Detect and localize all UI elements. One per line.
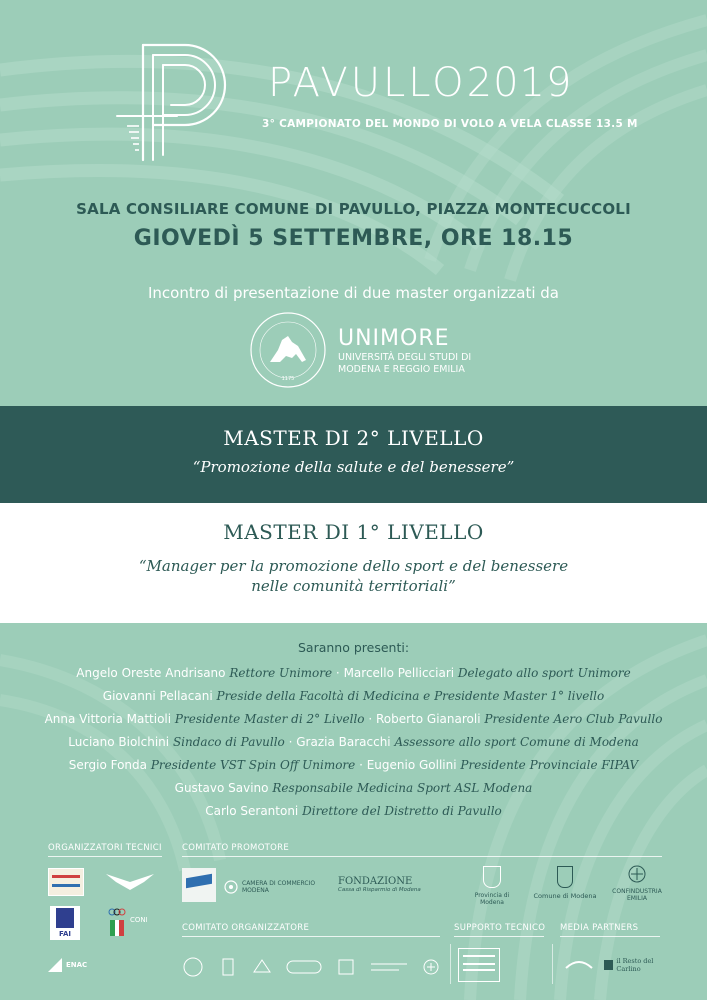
organizer-logo-5: [335, 956, 357, 978]
fondazione-label: FONDAZIONE: [338, 876, 413, 887]
attendee-name: Sergio Fonda: [68, 758, 148, 772]
divider-media: [560, 936, 660, 937]
attendee-separator: ·: [284, 735, 297, 749]
attendee-role: Presidente Master di 2° Livello: [174, 712, 365, 726]
brand-name: PAVULLO: [268, 60, 467, 106]
master2-subtitle: “Promozione della salute e del benessere”: [192, 458, 515, 476]
label-organizzatori-tecnici: ORGANIZZATORI TECNICI: [48, 843, 162, 853]
label-comitato-promotore: COMITATO PROMOTORE: [182, 843, 290, 853]
attendee-name: Gustavo Savino: [174, 781, 269, 795]
organizer-logo-4: [286, 958, 322, 976]
master1-subtitle-line1: “Manager per la promozione dello sport e del benessere: [138, 557, 569, 575]
brand-year: 2019: [466, 60, 573, 106]
label-media-partners: MEDIA PARTNERS: [560, 923, 639, 933]
master2-title: MASTER DI 2° LIVELLO: [223, 426, 484, 450]
attendee-name: Giovanni Pellacani: [102, 689, 213, 703]
coni-logo: [108, 908, 156, 940]
fondazione-sublabel: Cassa di Risparmio di Modena: [338, 887, 421, 893]
attendee-role: Presidente Provinciale FIPAV: [460, 758, 639, 772]
media-partner-logo-1: [564, 956, 594, 972]
organizzatore-logos-row: [182, 950, 440, 984]
provincia-label: Provincia di Modena: [474, 892, 510, 906]
organizer-logo-6: [369, 958, 409, 976]
attendee-role: Direttore del Distretto di Pavullo: [302, 804, 502, 818]
attendee-line: [0, 731, 707, 754]
vdivider-2: [552, 944, 553, 984]
fondazione-logo: [338, 876, 434, 900]
attendee-name: Anna Vittoria Mattioli: [44, 712, 172, 726]
attendee-name: Grazia Baracchi: [296, 735, 391, 749]
attendee-separator: ·: [355, 758, 367, 772]
attendee-line: [0, 662, 707, 685]
divider-supporto: [454, 936, 544, 937]
attendee-name: Carlo Serantoni: [205, 804, 299, 818]
event-datetime: GIOVEDÌ 5 SETTEMBRE, ORE 18.15: [133, 226, 574, 251]
seal-year: 1175: [281, 376, 295, 382]
organizer-logo-2: [217, 956, 239, 978]
attendee-role: Delegato allo sport Unimore: [457, 666, 631, 680]
glider-wings-icon: [104, 868, 156, 894]
resto-carlino-logo: [604, 958, 666, 972]
comune-logo: [530, 866, 600, 906]
label-supporto-tecnico: SUPPORTO TECNICO: [454, 923, 546, 933]
divider-organizzatore: [182, 936, 440, 937]
fai-label: FAI: [58, 930, 71, 938]
attendee-name: Luciano Biolchini: [68, 735, 170, 749]
attendee-role: Presidente Aero Club Pavullo: [484, 712, 663, 726]
vdivider-1: [450, 944, 451, 984]
resto-carlino-label: il Resto del Carlino: [616, 957, 654, 973]
event-venue: SALA CONSILIARE COMUNE DI PAVULLO, PIAZZA MONTECUCCOLI: [76, 200, 631, 218]
attendee-line: [0, 754, 707, 777]
unimore-subtitle: [338, 352, 471, 376]
master1-title: MASTER DI 1° LIVELLO: [223, 520, 484, 544]
attendee-separator: ·: [332, 666, 344, 680]
provincia-logo: [464, 866, 520, 906]
attendee-name: Angelo Oreste Andrisano: [76, 666, 226, 680]
fai-logo: [50, 906, 80, 940]
camera-commercio-logo: [224, 880, 324, 896]
attendee-name: Marcello Pellicciari: [343, 666, 455, 680]
unimore-seal-icon: [248, 310, 328, 390]
attendee-name: Eugenio Gollini: [366, 758, 457, 772]
organizer-logo-1: [182, 956, 204, 978]
attendee-role: Responsabile Medicina Sport ASL Modena: [272, 781, 533, 795]
attendees-list: [0, 662, 707, 823]
regione-logo: [182, 868, 216, 902]
organizer-logo-3: [251, 956, 273, 978]
unimore-subtitle-line2: MODENA E REGGIO EMILIA: [338, 364, 465, 375]
attendee-line: [0, 708, 707, 731]
attendee-role: Sindaco di Pavullo: [172, 735, 285, 749]
confindustria-label: CONFINDUSTRIA EMILIA: [612, 888, 662, 902]
confindustria-logo: [608, 864, 666, 908]
unimore-name: UNIMORE: [338, 326, 450, 351]
pavullo-p-logo: [115, 40, 245, 165]
attendee-line: [0, 685, 707, 708]
unimore-subtitle-line1: UNIVERSITÀ DEGLI STUDI DI: [338, 352, 472, 363]
master1-subtitle: [0, 556, 707, 596]
coni-label: CONI: [130, 916, 148, 924]
brand-title: [268, 60, 572, 106]
organizer-logo-7: [422, 958, 440, 976]
supporto-tecnico-logo: [458, 948, 500, 982]
attendee-role: Presidente VST Spin Off Unimore: [150, 758, 356, 772]
event-intro: Incontro di presentazione di due master organizzati da: [148, 284, 559, 302]
attendee-line: [0, 800, 707, 823]
divider-organizzatori: [48, 856, 162, 857]
attendee-separator: ·: [364, 712, 376, 726]
aeroclub-logo: [48, 868, 84, 896]
championship-subtitle: 3° CAMPIONATO DEL MONDO DI VOLO A VELA CLASSE 13.5 M: [262, 118, 638, 130]
attendee-role: Preside della Facoltà di Medicina e Presidente Master 1° livello: [216, 689, 605, 703]
enac-label: ENAC: [66, 961, 88, 969]
attendee-name: Roberto Gianaroli: [375, 712, 481, 726]
attendee-role: Rettore Unimore: [229, 666, 333, 680]
attendees-label: Saranno presenti:: [297, 640, 410, 655]
attendee-role: Assessore allo sport Comune di Modena: [394, 735, 639, 749]
master1-subtitle-line2: nelle comunità territoriali”: [251, 577, 456, 595]
comune-label: Comune di Modena: [533, 892, 597, 900]
camera-commercio-label: CAMERA DI COMMERCIO MODENA: [242, 880, 316, 894]
divider-promotore: [182, 856, 662, 857]
enac-logo: [48, 955, 98, 977]
attendee-line: [0, 777, 707, 800]
label-comitato-organizzatore: COMITATO ORGANIZZATORE: [182, 923, 310, 933]
master2-band: [0, 406, 707, 503]
